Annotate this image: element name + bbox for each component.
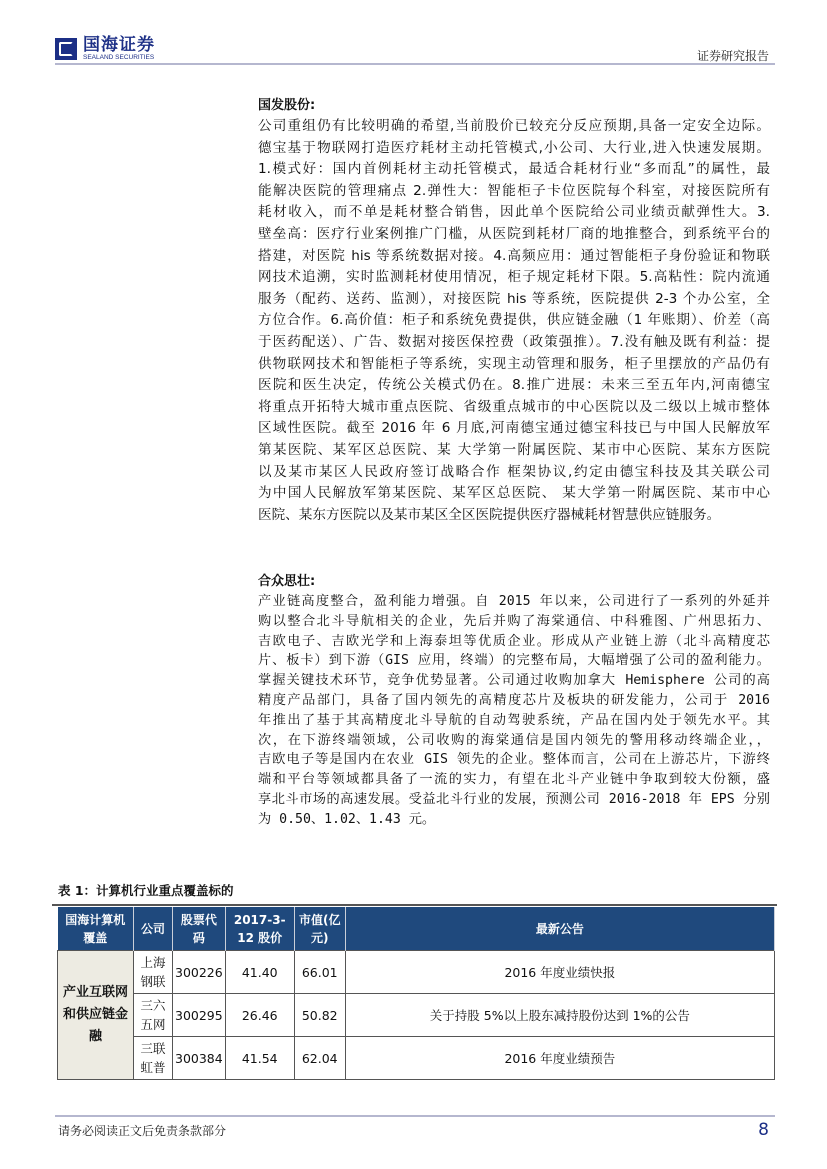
paragraph-line: 购以整合北斗导航相关的企业，先后并购了海棠通信、中科雅图、广州思拓力、 bbox=[258, 613, 770, 629]
paragraph-line: 能解决医院的管理痛点 2.弹性大：智能柜子卡位医院每个科室，对接医院所有 bbox=[258, 182, 770, 199]
notice-cell: 2016 年度业绩快报 bbox=[345, 951, 774, 994]
code-cell: 300384 bbox=[173, 1037, 226, 1080]
logo-cn-text: 国海证券 bbox=[83, 35, 155, 55]
mcap-cell: 66.01 bbox=[294, 951, 345, 994]
table-row bbox=[58, 994, 775, 1037]
paragraph-line: 为中国人民解放军第某医院、某军区总医院、 某大学第一附属医院、某市中心 bbox=[258, 485, 770, 502]
paragraph-line: 第某医院、某军区总医院、某 大学第一附属医院、某市中心医院、某东方医院 bbox=[258, 441, 770, 458]
code-cell: 300295 bbox=[173, 994, 226, 1037]
table-row bbox=[58, 1037, 775, 1080]
paragraph-line: 产业链高度整合，盈利能力增强。自 2015 年以来，公司进行了一系列的外延并 bbox=[258, 594, 770, 609]
table-header-row bbox=[58, 907, 775, 951]
paragraph-line: 搭建，对医院 his 等系统数据对接。4.高频应用：通过智能柜子身份验证和物联 bbox=[258, 247, 770, 264]
paragraph-line: 次，在下游终端领域，公司收购的海棠通信是国内领先的警用移动终端企业，， bbox=[258, 732, 770, 748]
price-cell: 41.40 bbox=[225, 951, 294, 994]
paragraph-line: 医院和医生决定，传统公关模式仍在。8.推广进展：未来三至五年内,河南德宝 bbox=[258, 377, 770, 394]
section-title: 合众思壮: bbox=[258, 574, 316, 589]
table-caption: 表 1：计算机行业重点覆盖标的 bbox=[58, 883, 234, 898]
paragraph-line: 服务（配药、送药、监测），对接医院 his 等系统，医院提供 2-3 个办公室，全 bbox=[258, 290, 770, 307]
sealand-logo bbox=[55, 36, 155, 62]
mcap-cell: 50.82 bbox=[294, 994, 345, 1037]
header-company: 公司 bbox=[134, 907, 173, 951]
section-guofa bbox=[258, 94, 770, 526]
paragraph-line: 于医药配送）、广告、数据对接医保控费（政策强推）。7.没有触及既有利益：提 bbox=[258, 333, 770, 350]
paragraph-line: 网技术追溯，实时监测耗材使用情况，柜子规定耗材下限。5.高粘性：院内流通 bbox=[258, 269, 770, 286]
paragraph-line: 吉欧电子、吉欧光学和上海泰坦等优质企业。形成从产业链上游（北斗高精度芯 bbox=[258, 633, 770, 649]
page-number: 8 bbox=[758, 1120, 769, 1140]
company-cell: 三联虹普 bbox=[134, 1037, 173, 1080]
price-cell: 26.46 bbox=[225, 994, 294, 1037]
paragraph-line: 供物联网技术和智能柜子等系统，实现主动管理和服务，柜子里摆放的产品仍有 bbox=[258, 355, 770, 372]
section-hezhong bbox=[258, 570, 770, 830]
paragraph-line: 为 0.50、1.02、1.43 元。 bbox=[258, 811, 436, 827]
sealand-logo-icon bbox=[55, 38, 77, 60]
paragraph-line: 以及某市某区人民政府签订战略合作 框架协议,约定由德宝科技及其关联公司 bbox=[258, 463, 770, 480]
paragraph-line: 德宝基于物联网打造医疗耗材主动托管模式,小公司、大行业,进入快速发展期。 bbox=[258, 139, 770, 156]
report-type: 证券研究报告 bbox=[696, 49, 769, 63]
paragraph-line: 年推出了基于其高精度北斗导航的自动驾驶系统，产品在国内处于领先水平。其 bbox=[258, 712, 770, 728]
paragraph-line: 掌握关键技术环节，竞争优势显著。公司通过收购加拿大 Hemisphere 公司的高 bbox=[258, 673, 770, 689]
paragraph-line: 片、板卡）到下游（GIS 应用，终端）的完整布局，大幅增强了公司的盈利能力。 bbox=[258, 653, 770, 669]
paragraph-line: 吉欧电子等是国内在农业 GIS 领先的企业。整体而言，公司在上游芯片，下游终 bbox=[258, 752, 770, 768]
section-title: 国发股份: bbox=[258, 98, 316, 113]
paragraph-line: 区域性医院。截至 2016 年 6 月底,河南德宝通过德宝科技已与中国人民解放军 bbox=[258, 420, 770, 437]
paragraph-line: 方位合作。6.高价值：柜子和系统免费提供，供应链金融（1 年账期）、价差（高 bbox=[258, 312, 770, 329]
paragraph-line: 耗材收入，而不单是耗材整合销售，因此单个医院给公司业绩贡献弹性大。3. bbox=[258, 204, 770, 221]
paragraph-line: 将重点开拓特大城市重点医院、省级重点城市的中心医院以及二级以上城市整体 bbox=[258, 398, 770, 415]
footer-disclaimer: 请务必阅读正文后免责条款部分 bbox=[58, 1124, 227, 1138]
header-code: 股票代码 bbox=[173, 907, 226, 951]
logo-en-text: SEALAND SECURITIES bbox=[83, 54, 155, 61]
paragraph-line: 1.模式好：国内首例耗材主动托管模式，最适合耗材行业“多而乱”的属性，最 bbox=[258, 161, 770, 178]
footer-divider bbox=[55, 1115, 775, 1117]
notice-cell: 2016 年度业绩预告 bbox=[345, 1037, 774, 1080]
header-notice: 最新公告 bbox=[345, 907, 774, 951]
header-price: 2017-3-12 股价 bbox=[225, 907, 294, 951]
paragraph-line: 公司重组仍有比较明确的希望,当前股价已较充分反应预期,具备一定安全边际。 bbox=[258, 118, 770, 134]
table-row bbox=[58, 951, 775, 994]
paragraph-line: 享北斗市场的高速发展。受益北斗行业的发展，预测公司 2016-2018 年 EPS 分别 bbox=[258, 791, 770, 807]
paragraph-line: 壁垒高：医疗行业案例推广门槛，从医院到耗材厂商的地推整合，到系统平台的 bbox=[258, 225, 770, 242]
notice-cell: 关于持股 5%以上股东减持股份达到 1%的公告 bbox=[345, 994, 774, 1037]
group-cell: 产业互联网和供应链金融 bbox=[58, 951, 134, 1080]
table-top-rule bbox=[52, 904, 777, 906]
paragraph-line: 精度产品部门，具备了国内领先的高精度芯片及板块的研发能力，公司于 2016 bbox=[258, 692, 770, 708]
header-mcap: 市值(亿元) bbox=[294, 907, 345, 951]
mcap-cell: 62.04 bbox=[294, 1037, 345, 1080]
coverage-table bbox=[57, 907, 775, 1080]
price-cell: 41.54 bbox=[225, 1037, 294, 1080]
code-cell: 300226 bbox=[173, 951, 226, 994]
company-cell: 三六五网 bbox=[134, 994, 173, 1037]
paragraph-line: 端和平台等领域都具备了一流的实力，有望在北斗产业链中争取到较大份额，盛 bbox=[258, 772, 770, 788]
paragraph-line: 医院、某东方医院以及某市某区全区医院提供医疗器械耗材智慧供应链服务。 bbox=[258, 506, 721, 523]
header-divider bbox=[55, 63, 775, 65]
company-cell: 上海钢联 bbox=[134, 951, 173, 994]
header-coverage: 国海计算机覆盖 bbox=[58, 907, 134, 951]
